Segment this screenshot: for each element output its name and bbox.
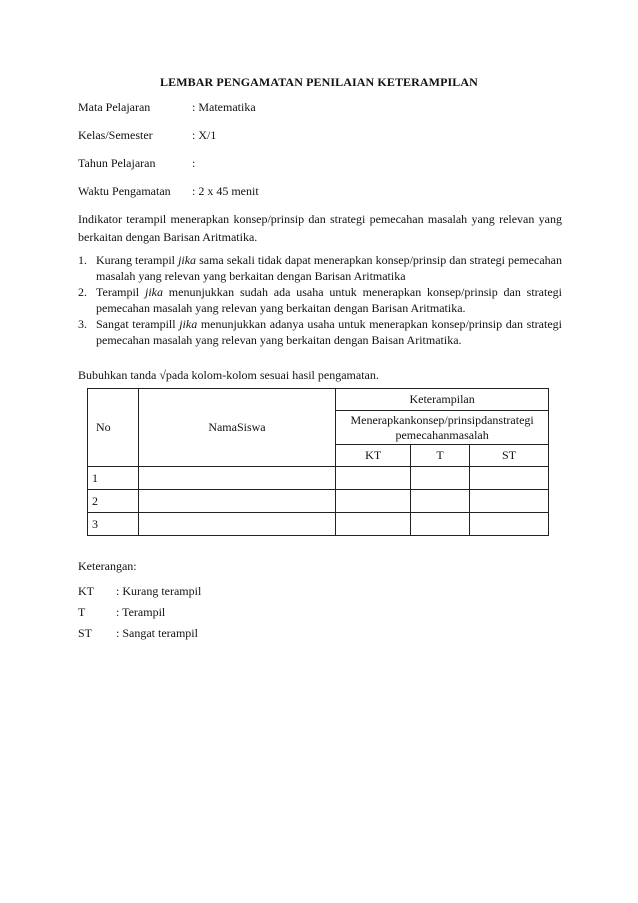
cell-nama[interactable] <box>138 490 335 513</box>
item-emphasis: jika <box>144 285 163 299</box>
list-number: 1. <box>78 253 87 267</box>
info-value: : <box>192 156 196 170</box>
info-tahun-pelajaran <box>78 156 195 171</box>
item-emphasis: jika <box>179 317 198 331</box>
indikator-paragraph: Indikator terampil menerapkan konsep/prinsip dan strategi pemecahan masalah yang relevan yang berkaitan dengan Barisan Aritmatika. <box>78 212 562 244</box>
assessment-table <box>87 388 549 536</box>
keterangan-abbr: ST <box>78 626 93 640</box>
list-number: 2. <box>78 285 87 299</box>
cell-nama[interactable] <box>138 513 335 536</box>
info-label: Kelas/Semester <box>78 128 153 142</box>
cell-t[interactable] <box>411 513 470 536</box>
info-label: Tahun Pelajaran <box>78 156 156 170</box>
keterangan-title: Keterangan: <box>78 559 137 573</box>
cell-kt[interactable] <box>336 467 411 490</box>
row-number: 3 <box>88 513 139 536</box>
cell-st[interactable] <box>470 467 549 490</box>
page-title: LEMBAR PENGAMATAN PENILAIAN KETERAMPILAN <box>160 75 478 89</box>
info-value: : X/1 <box>192 128 217 142</box>
header-level-st: ST <box>470 445 549 467</box>
info-value: : 2 x 45 menit <box>192 184 259 198</box>
info-kelas-semester <box>78 128 216 143</box>
header-no: No <box>88 389 139 467</box>
header-sub-skill: Menerapkankonsep/prinsipdanstrategi pemecahanmasalah <box>336 411 549 445</box>
list-item <box>78 316 562 348</box>
row-number: 1 <box>88 467 139 490</box>
info-label: Waktu Pengamatan <box>78 184 171 198</box>
keterangan-desc: : Terampil <box>116 605 166 619</box>
item-emphasis: jika <box>178 253 197 267</box>
keterangan-desc: : Kurang terampil <box>116 584 202 598</box>
cell-st[interactable] <box>470 490 549 513</box>
list-number: 3. <box>78 317 87 331</box>
header-nama-siswa: NamaSiswa <box>138 389 335 467</box>
info-waktu-pengamatan <box>78 184 259 199</box>
instruction-text: Bubuhkan tanda √pada kolom-kolom sesuai hasil pengamatan. <box>78 368 379 382</box>
cell-t[interactable] <box>411 490 470 513</box>
indicator-list <box>78 252 562 348</box>
keterangan-row-kt <box>78 584 201 599</box>
row-number: 2 <box>88 490 139 513</box>
keterangan-abbr: KT <box>78 584 94 598</box>
list-item <box>78 252 562 284</box>
header-level-kt: KT <box>336 445 411 467</box>
table-row <box>88 513 549 536</box>
header-level-t: T <box>411 445 470 467</box>
cell-kt[interactable] <box>336 490 411 513</box>
item-text: menunjukkan sudah ada usaha untuk menerapkan konsep/prinsip dan strategi pemecahan masalah yang relevan yang berkaitan dengan Barisan Aritmatika. <box>96 285 562 315</box>
info-mata-pelajaran <box>78 100 256 115</box>
table-row <box>88 490 549 513</box>
item-text: Sangat terampill <box>96 317 180 331</box>
header-keterampilan: Keterampilan <box>336 389 549 411</box>
item-text: menunjukkan adanya usaha untuk menerapkan konsep/prinsip dan strategi pemecahan masalah yang relevan yang berkaitan dengan Baisan Aritmatika. <box>96 317 562 347</box>
keterangan-row-st <box>78 626 198 641</box>
keterangan-abbr: T <box>78 605 86 619</box>
cell-st[interactable] <box>470 513 549 536</box>
item-text: Terampil <box>96 285 145 299</box>
cell-nama[interactable] <box>138 467 335 490</box>
cell-t[interactable] <box>411 467 470 490</box>
keterangan-desc: : Sangat terampil <box>116 626 198 640</box>
info-label: Mata Pelajaran <box>78 100 151 114</box>
table-row <box>88 467 549 490</box>
list-item <box>78 284 562 316</box>
keterangan-row-t <box>78 605 165 620</box>
item-text: Kurang terampil <box>96 253 179 267</box>
item-text: sama sekali tidak dapat menerapkan konsep/prinsip dan strategi pemecahan masalah yang relevan yang berkaitan dengan Barisan Aritmatika <box>96 253 562 283</box>
cell-kt[interactable] <box>336 513 411 536</box>
info-value: : Matematika <box>192 100 256 114</box>
